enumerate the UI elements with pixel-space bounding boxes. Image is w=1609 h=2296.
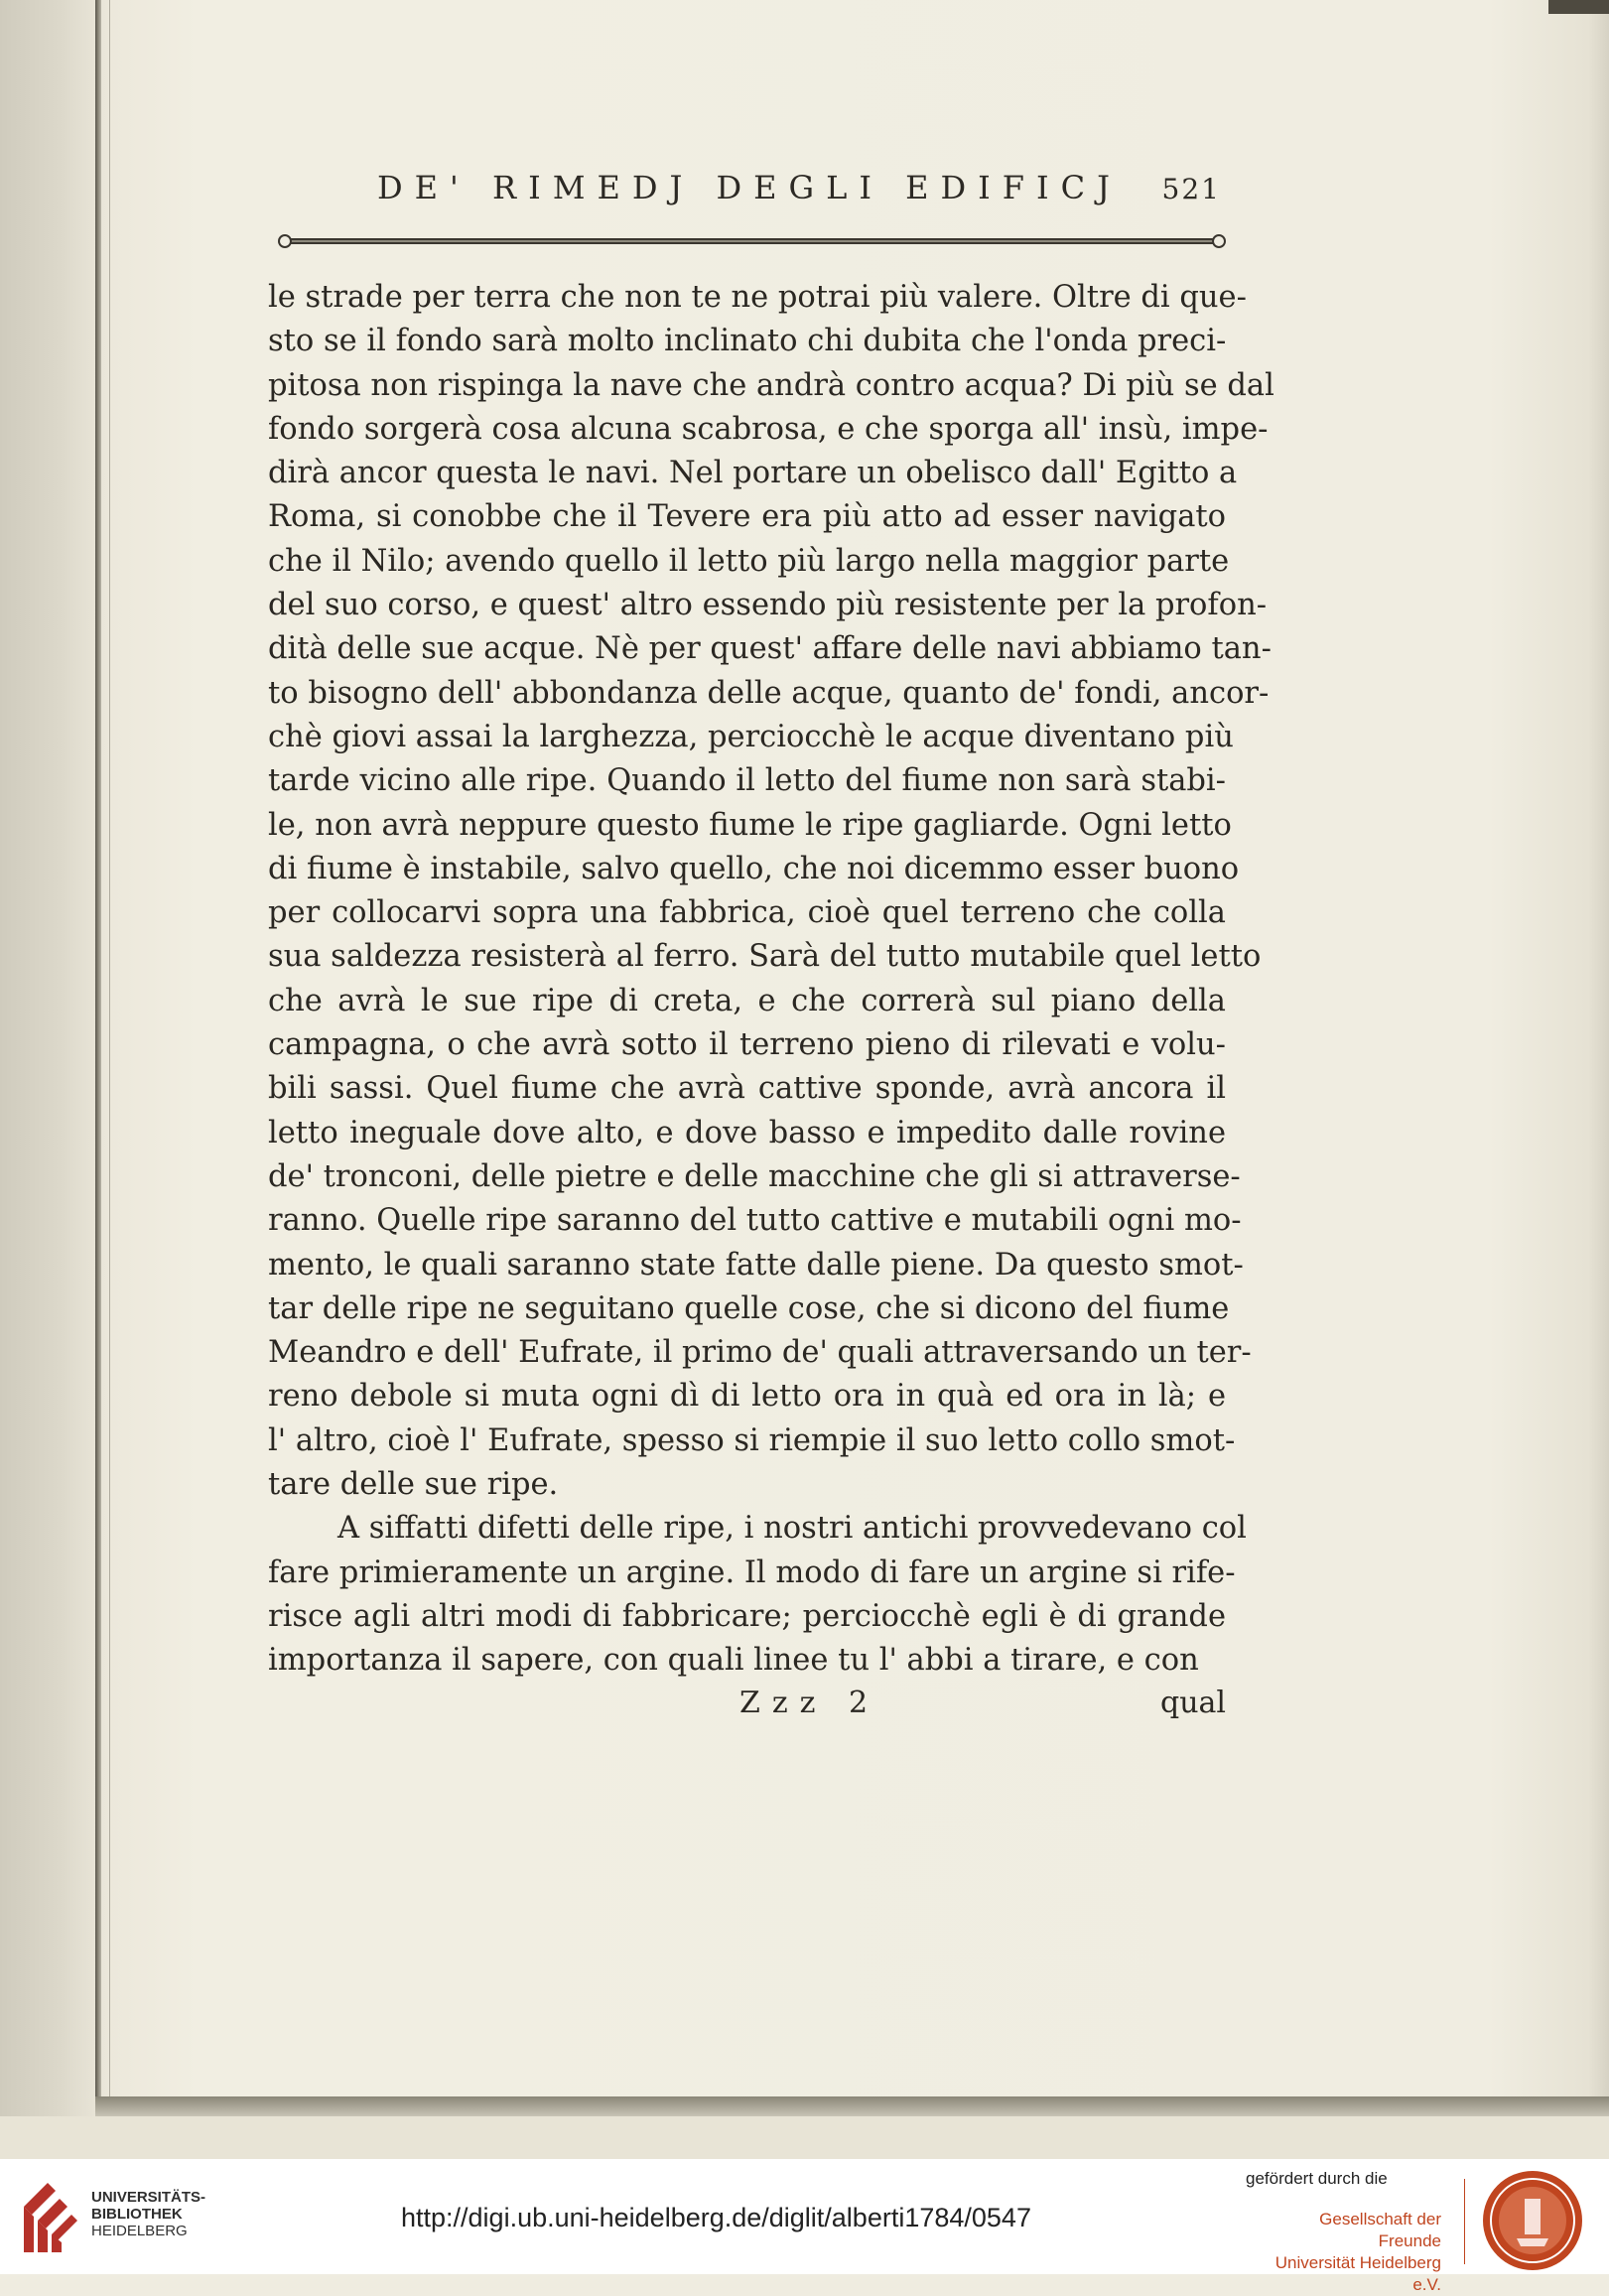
text-line: di fiume è instabile, salvo quello, che noi dicemmo esser buono xyxy=(268,851,1240,886)
text-line: tarde vicino alle ripe. Quando il letto del fiume non sarà stabi- xyxy=(268,763,1226,799)
text-line: importanza il sapere, con quali linee tu l' abbi a tirare, e con xyxy=(268,1643,1199,1679)
page-number: 521 xyxy=(1161,173,1221,205)
text-line: per collocarvi sopra una fabbrica, cioè quel terreno che colla xyxy=(268,895,1226,931)
library-name-line1: UNIVERSITÄTS- xyxy=(91,2189,206,2206)
digitization-footer xyxy=(0,2159,1609,2294)
text-line: fondo sorgerà cosa alcuna scabrosa, e che sporga all' insù, impe- xyxy=(268,411,1269,447)
sponsor-name-line2: Universität Heidelberg e.V. xyxy=(1274,2253,1441,2294)
text-line: de' tronconi, delle pietre e delle macchine che gli si attraverse- xyxy=(268,1158,1241,1194)
sponsor-name-line1: Gesellschaft der Freunde xyxy=(1319,2210,1441,2250)
university-library-logo-icon xyxy=(16,2177,79,2258)
text-line: sua saldezza resisterà al ferro. Sarà del tutto mutabile quel letto xyxy=(268,939,1262,975)
sponsor-divider xyxy=(1464,2179,1465,2264)
text-line: Meandro e dell' Eufrate, il primo de' quali attraversando un ter- xyxy=(268,1335,1252,1371)
text-line: pitosa non rispinga la nave che andrà contro acqua? Di più se dal xyxy=(268,367,1274,403)
text-line: campagna, o che avrà sotto il terreno pieno di rilevati e volu- xyxy=(268,1027,1226,1063)
text-line: del suo corso, e quest' altro essendo più resistente per la profon- xyxy=(268,588,1268,623)
ornamental-rule xyxy=(278,234,1226,248)
text-line: tare delle sue ripe. xyxy=(268,1467,559,1503)
text-line: mento, le quali saranno state fatte dalle piene. Da questo smot- xyxy=(268,1247,1244,1283)
catchword: qual xyxy=(1159,1686,1226,1720)
text-line: tar delle ripe ne seguitano quelle cose, che si dicono del fiume xyxy=(268,1290,1230,1326)
text-line: reno debole si muta ogni dì di letto ora in quà ed ora in là; e xyxy=(268,1379,1226,1415)
signature-mark: Zzz 2 xyxy=(739,1686,880,1720)
text-line: Roma, si conobbe che il Tevere era più atto ad esser navigato xyxy=(268,499,1226,535)
sponsor-name xyxy=(1253,2209,1441,2296)
text-line: ranno. Quelle ripe saranno del tutto cattive e mutabili ogni mo- xyxy=(268,1203,1242,1239)
library-name-line2: BIBLIOTHEK xyxy=(91,2206,183,2223)
library-name-line3: HEIDELBERG xyxy=(91,2223,188,2239)
body-text xyxy=(268,276,1274,1684)
page-corner-edge xyxy=(1548,0,1609,14)
text-line: dità delle sue acque. Nè per quest' affare delle navi abbiamo tan- xyxy=(268,631,1272,667)
funded-by-label: gefördert durch die xyxy=(1246,2169,1388,2188)
page-bottom-edge xyxy=(95,2096,1609,2116)
text-line: A siffatti difetti delle ripe, i nostri antichi provvedevano col xyxy=(337,1511,1247,1547)
text-line: fare primieramente un argine. Il modo di fare un argine si rife- xyxy=(268,1554,1236,1590)
book-gutter xyxy=(95,0,101,2114)
text-line: risce agli altri modi di fabbricare; perciocchè egli è di grande xyxy=(268,1598,1226,1634)
running-head-title: DE' RIMEDJ DEGLI EDIFICJ xyxy=(377,169,1122,206)
text-line: bili sassi. Quel fiume che avrà cattive sponde, avrà ancora il xyxy=(268,1071,1226,1107)
text-line: le, non avrà neppure questo fiume le ripe gagliarde. Ogni letto xyxy=(268,807,1232,843)
text-line: letto ineguale dove alto, e dove basso e impedito dalle rovine xyxy=(268,1115,1226,1150)
text-line: le strade per terra che non te ne potrai più valere. Oltre di que- xyxy=(268,280,1247,315)
library-name xyxy=(91,2189,205,2239)
text-line: to bisogno dell' abbondanza delle acque, quanto de' fondi, ancor- xyxy=(268,675,1270,711)
university-seal-icon xyxy=(1481,2169,1584,2272)
text-line: dirà ancor questa le navi. Nel portare un obelisco dall' Egitto a xyxy=(268,456,1238,491)
text-line: che avrà le sue ripe di creta, e che correrà sul piano della xyxy=(268,983,1226,1018)
text-line: sto se il fondo sarà molto inclinato chi dubita che l'onda preci- xyxy=(268,324,1227,359)
permalink-url[interactable]: http://digi.ub.uni-heidelberg.de/diglit/alberti1784/0547 xyxy=(401,2203,1031,2232)
text-line: l' altro, cioè l' Eufrate, spesso si riempie il suo letto collo smot- xyxy=(268,1422,1236,1458)
scan-background-strip xyxy=(0,2116,1609,2159)
page-footer-line xyxy=(268,1686,1226,1725)
text-line: chè giovi assai la larghezza, perciocchè le acque diventano più xyxy=(268,719,1234,754)
text-line: che il Nilo; avendo quello il letto più largo nella maggior parte xyxy=(268,543,1230,579)
gutter-edge-line xyxy=(109,0,110,2114)
running-head xyxy=(258,169,1231,208)
